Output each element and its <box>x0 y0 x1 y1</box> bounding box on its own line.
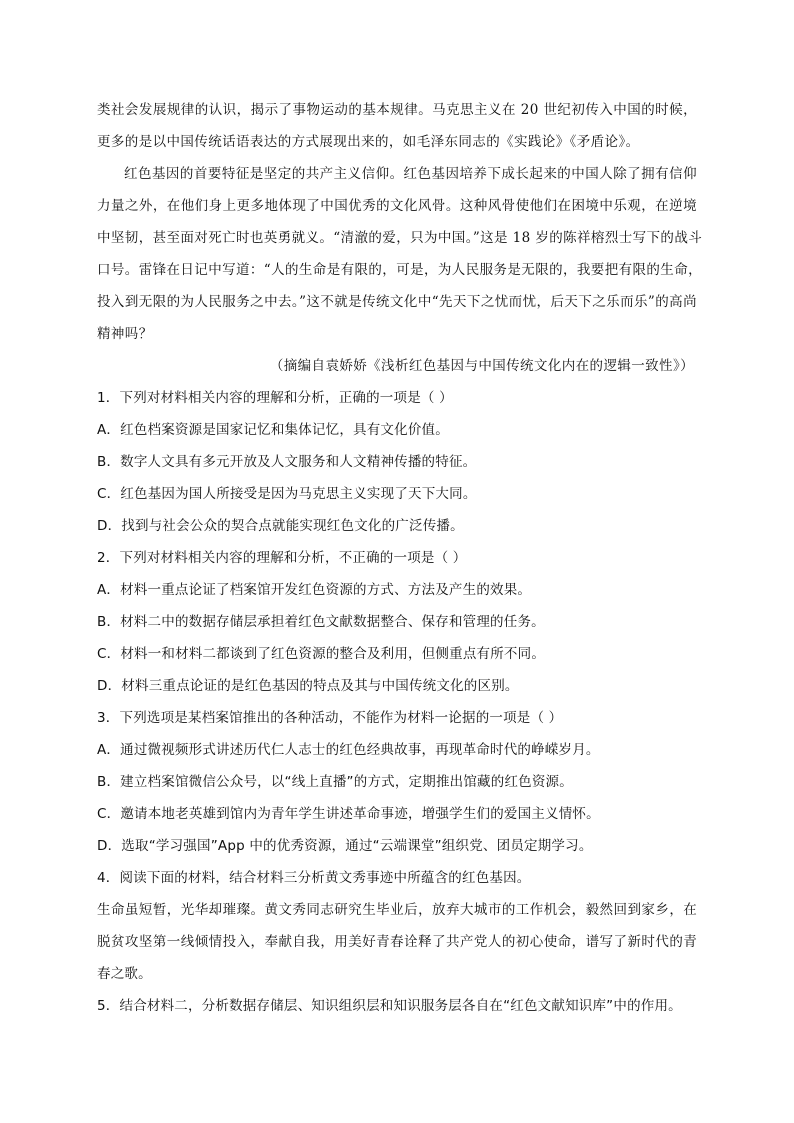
passage-paragraph-2-line-2: 力量之外，在他们身上更多地体现了中国优秀的文化风骨。这种风骨使他们在困境中乐观，在逆境 <box>97 198 697 214</box>
question-3-option-a: A．通过微视频形式讲述历代仁人志士的红色经典故事，再现革命时代的峥嵘岁月。 <box>97 742 600 758</box>
passage-paragraph-2-line-3: 中坚韧，甚至面对死亡时也英勇就义。“清澈的爱，只为中国。”这是 18 岁的陈祥榕烈士写下的战斗 <box>97 230 703 246</box>
question-3-stem: 3．下列选项是某档案馆推出的各种活动，不能作为材料一论据的一项是（ ） <box>97 710 563 726</box>
question-2-option-d: D．材料三重点论证的是红色基因的特点及其与中国传统文化的区别。 <box>97 678 519 694</box>
passage-paragraph-2-line-5: 投入到无限的为人民服务之中去。”这不就是传统文化中“先天下之忧而忧，后天下之乐而乐”的高尚 <box>97 294 697 310</box>
question-1-option-c: C．红色基因为国人所接受是因为马克思主义实现了天下大同。 <box>97 486 477 502</box>
question-4-material-line-2: 脱贫攻坚第一线倾情投入，奉献自我，用美好青春诠释了共产党人的初心使命，谱写了新时代的青 <box>97 934 697 950</box>
question-1-option-b: B．数字人文具有多元开放及人文服务和人文精神传播的特征。 <box>97 454 477 470</box>
passage-source: （摘编自袁娇娇《浅析红色基因与中国传统文化内在的逻辑一致性》） <box>269 358 694 374</box>
question-1-option-a: A．红色档案资源是国家记忆和集体记忆，具有文化价值。 <box>97 422 449 438</box>
question-4-material-line-3: 春之歌。 <box>97 966 152 982</box>
question-4-stem: 4．阅读下面的材料，结合材料三分析黄文秀事迹中所蕴含的红色基因。 <box>97 870 531 886</box>
passage-paragraph-2-line-4: 口号。雷锋在日记中写道：“人的生命是有限的，可是，为人民服务是无限的，我要把有限的生命， <box>97 262 702 278</box>
passage-paragraph-2-line-6: 精神吗？ <box>97 326 153 342</box>
question-3-option-d: D．选取“学习强国”App 中的优秀资源，通过“云端课堂”组织党、团员定期学习。 <box>97 838 593 854</box>
passage-paragraph-2-line-1: 红色基因的首要特征是坚定的共产主义信仰。红色基因培养下成长起来的中国人除了拥有信仰 <box>124 166 697 182</box>
question-4-material-line-1: 生命虽短暂，光华却璀璨。黄文秀同志研究生毕业后，放弃大城市的工作机会，毅然回到家乡，在 <box>97 902 697 918</box>
passage-paragraph-1-line-2: 更多的是以中国传统话语表达的方式展现出来的，如毛泽东同志的《实践论》《矛盾论》。 <box>97 134 640 150</box>
question-2-stem: 2．下列对材料相关内容的理解和分析，不正确的一项是（ ） <box>97 550 467 566</box>
question-2-option-c: C．材料一和材料二都谈到了红色资源的整合及利用，但侧重点有所不同。 <box>97 646 546 662</box>
question-3-option-c: C．邀请本地老英雄到馆内为青年学生讲述革命事迹，增强学生们的爱国主义情怀。 <box>97 806 600 822</box>
question-2-option-b: B．材料二中的数据存储层承担着红色文献数据整合、保存和管理的任务。 <box>97 614 545 630</box>
question-1-option-d: D．找到与社会公众的契合点就能实现红色文化的广泛传播。 <box>97 518 464 534</box>
question-1-stem: 1．下列对材料相关内容的理解和分析，正确的一项是（ ） <box>97 390 453 406</box>
question-5-stem: 5．结合材料二，分析数据存储层、知识组织层和知识服务层各自在“红色文献知识库”中的作用。 <box>97 998 682 1014</box>
question-2-option-a: A．材料一重点论证了档案馆开发红色资源的方式、方法及产生的效果。 <box>97 582 532 598</box>
passage-paragraph-1-line-1: 类社会发展规律的认识，揭示了事物运动的基本规律。马克思主义在 20 世纪初传入中国的时候， <box>97 102 697 118</box>
question-3-option-b: B．建立档案馆微信公众号，以“线上直播”的方式，定期推出馆藏的红色资源。 <box>97 774 573 790</box>
